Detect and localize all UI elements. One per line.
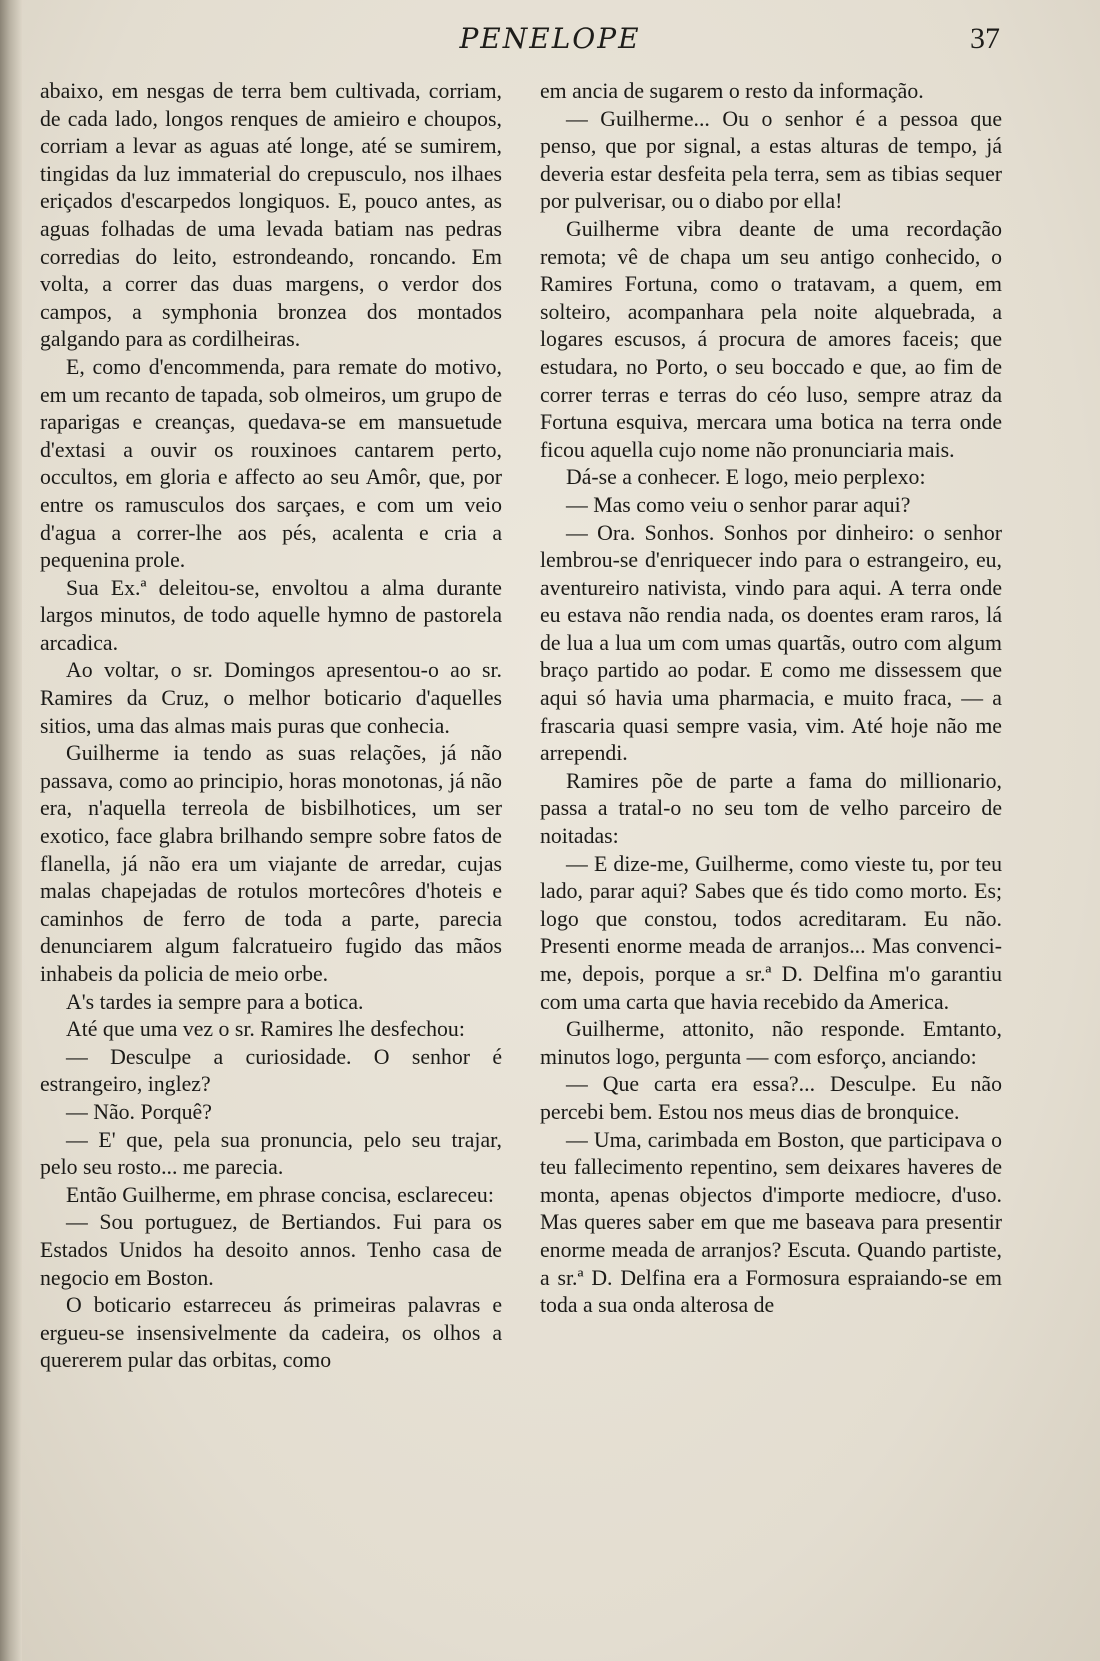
paragraph: Guilherme vibra deante de uma recordação remota; vê de chapa um seu antigo conhecido, o Ramires Fortuna, como o tratavam, a quem, em solteiro, acompanhara pela noite alquebrada, a logares escusos, á procura de amores faceis; que estudara, no Porto, o seu boccado e que, ao fim de correr terras e terras do céo luso, sempre atraz da Fortuna esquiva, mercara uma botica na terra onde ficou aquella cujo nome não pronunciaria mais.	[540, 216, 1002, 462]
paragraph: A's tardes ia sempre para a botica.	[66, 989, 364, 1014]
page-number: 37	[970, 22, 1000, 55]
paragraph: Ao voltar, o sr. Domingos apresentou-o ao sr. Ramires da Cruz, o melhor boticario d'aquelles sitios, uma das almas mais puras que conhecia.	[40, 658, 502, 738]
paragraph: Guilherme, attonito, não responde. Emtanto, minutos logo, pergunta — com esforço, anciando:	[540, 1017, 1002, 1069]
dialogue-line: — E dize-me, Guilherme, como vieste tu, por teu lado, parar aqui? Sabes que és tido como morto. Es; logo que constou, todos acreditaram. Eu não. Presenti enorme meada de arranjos... Mas convenci-me, depois, porque a sr.ª D. Delfina m'o garantiu com uma carta que havia recebido da America.	[540, 851, 1002, 1014]
running-title: PENELOPE	[459, 22, 641, 55]
paragraph: em ancia de sugarem o resto da informação.	[540, 79, 924, 103]
paragraph: Então Guilherme, em phrase concisa, esclareceu:	[66, 1182, 494, 1207]
paragraph: abaixo, em nesgas de terra bem cultivada, corriam, de cada lado, longos renques de amieiro e choupos, corriam a levar as aguas até longe, até se sumirem, tingidas da luz immaterial do crepusculo, nos ilhaes eriçados d'escarpedos longiquos. E, pouco antes, as aguas folhadas de uma levada batiam nas pedras corredias do leito, estrondeando, roncando. Em volta, a correr das duas margens, o verdor dos campos, a symphonia bronzea dos montados galgando para as cordilheiras.	[40, 79, 502, 352]
dialogue-line: — Ora. Sonhos. Sonhos por dinheiro: o senhor lembrou-se d'enriquecer indo para o estrangeiro, eu, aventureiro nativista, vindo para aqui. A terra onde eu estava não rendia nada, os doentes eram raros, lá de lua a lua um com umas quartãs, outro com algum braço partido ao podar. E como me dissessem que aqui só havia uma pharmacia, e muito fraca, — a frascaria quasi sempre vasia, vim. Até hoje não me arrependi.	[540, 520, 1002, 766]
left-text-column	[40, 78, 502, 1375]
page-spine-shadow	[0, 0, 22, 1661]
dialogue-line: — Sou portuguez, de Bertiandos. Fui para os Estados Unidos ha desoito annos. Tenho casa de negocio em Boston.	[40, 1210, 502, 1290]
paragraph: O boticario estarreceu ás primeiras palavras e ergueu-se insensivelmente da cadeira, os olhos a quererem pular das orbitas, como	[40, 1293, 502, 1373]
paragraph: Sua Ex.ª deleitou-se, envoltou a alma durante largos minutos, de todo aquelle hymno de pastorela arcadica.	[40, 575, 502, 655]
dialogue-line: — Uma, carimbada em Boston, que participava o teu fallecimento repentino, sem deixares haveres de monta, apenas objectos d'importe mediocre, d'uso. Mas queres saber em que me baseava para presentir enorme meada de arranjos? Escuta. Quando partiste, a sr.ª D. Delfina era a Formosura espraiando-se em toda a sua onda alterosa de	[540, 1127, 1002, 1318]
dialogue-line: — Guilherme... Ou o senhor é a pessoa que penso, que por signal, a estas alturas de tempo, já deveria estar desfeita pela terra, sem as tibias sequer por pulverisar, ou o diabo por ella!	[540, 106, 1002, 214]
paragraph: Guilherme ia tendo as suas relações, já não passava, como ao principio, horas monotonas, já não era, n'aquella terreola de bisbilhotices, um ser exotico, face glabra brilhando sempre sobre fatos de flanella, já não era um viajante de arredar, cujas malas chapejadas de rotulos mortecôres d'hoteis e caminhos de ferro de toda a parte, parecia denunciarem algum falcratueiro fugido das mãos inhabeis da policia de meio orbe.	[40, 741, 502, 986]
dialogue-line: — Mas como veiu o senhor parar aqui?	[566, 492, 911, 517]
paragraph: Ramires põe de parte a fama do millionario, passa a tratal-o no seu tom de velho parceiro de noitadas:	[540, 768, 1002, 849]
paragraph: Dá-se a conhecer. E logo, meio perplexo:	[566, 465, 926, 490]
right-text-column	[540, 78, 1002, 1320]
page-header	[0, 22, 1100, 62]
dialogue-line: — E' que, pela sua pronuncia, pelo seu trajar, pelo seu rosto... me parecia.	[40, 1127, 502, 1180]
dialogue-line: — Que carta era essa?... Desculpe. Eu não percebi bem. Estou nos meus dias de bronquice.	[540, 1072, 1002, 1124]
dialogue-line: — Não. Porquê?	[66, 1099, 212, 1124]
paragraph: Até que uma vez o sr. Ramires lhe desfechou:	[66, 1017, 465, 1042]
dialogue-line: — Desculpe a curiosidade. O senhor é estrangeiro, inglez?	[40, 1044, 502, 1097]
paragraph: E, como d'encommenda, para remate do motivo, em um recanto de tapada, sob olmeiros, um grupo de raparigas e creanças, quedava-se em mansuetude d'extasi a ouvir os rouxinoes cantarem perto, occultos, em gloria e affecto ao seu Amôr, que, por entre os ramusculos dos sarçaes, e com um veio d'agua a correr-lhe aos pés, acalenta e cria a pequenina prole.	[40, 354, 502, 573]
